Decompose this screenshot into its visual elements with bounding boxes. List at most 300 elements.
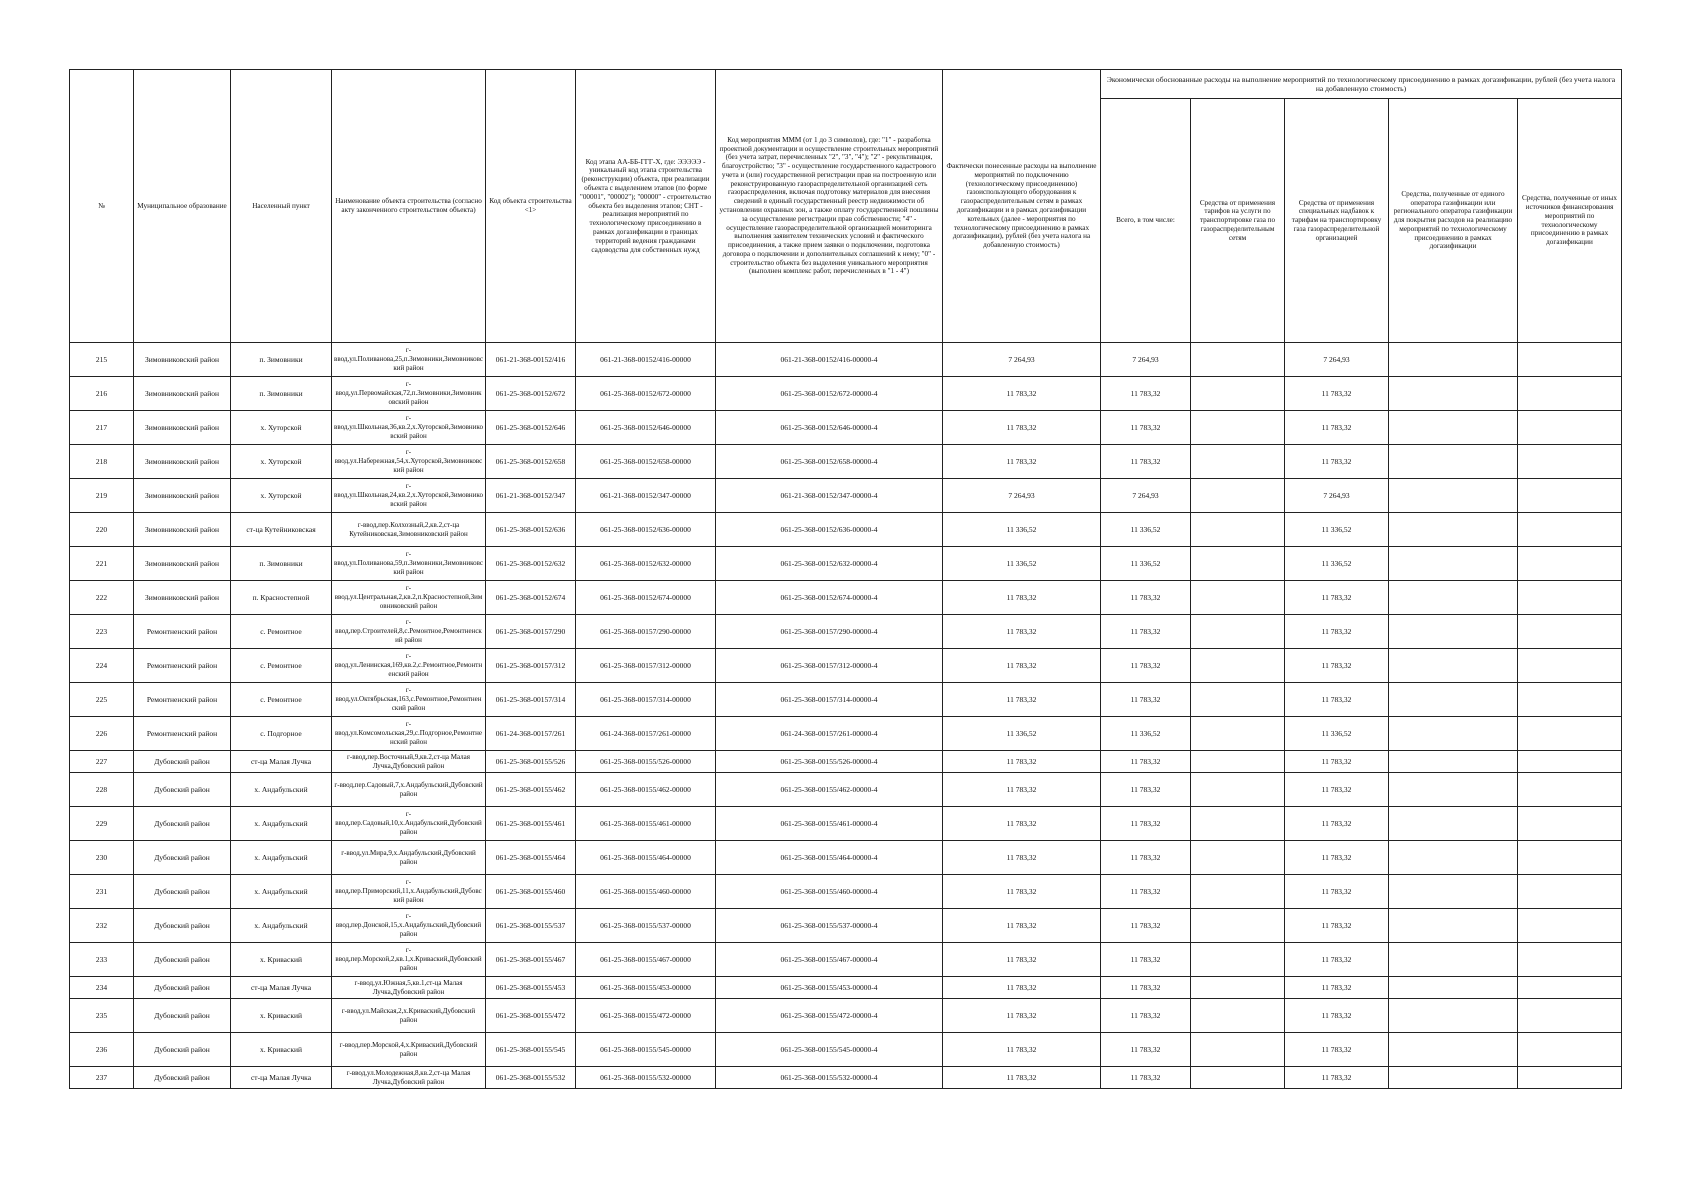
- cell-settlement: х. Криваский: [231, 943, 332, 977]
- cell-other-sources-funds: [1518, 445, 1622, 479]
- cell-object-name: г-ввод,ул.Ленинская,169,кв.2,с.Ремонтное,Ремонтненский район: [332, 649, 486, 683]
- cell-operator-funds: [1389, 977, 1518, 999]
- table-row: [70, 581, 1622, 615]
- table-row: [70, 807, 1622, 841]
- cell-num: 224: [70, 649, 134, 683]
- cell-num: 232: [70, 909, 134, 943]
- cell-stage-code: 061-21-368-00152/416-00000: [576, 343, 716, 377]
- cell-total: 11 783,32: [1101, 649, 1191, 683]
- cell-object-code: 061-25-368-00157/290: [486, 615, 576, 649]
- cell-municipality: Зимовниковский район: [134, 513, 231, 547]
- cell-actual-costs: 7 264,93: [943, 343, 1101, 377]
- cell-num: 219: [70, 479, 134, 513]
- cell-num: 216: [70, 377, 134, 411]
- cell-stage-code: 061-25-368-00155/460-00000: [576, 875, 716, 909]
- cell-measure-code: 061-25-368-00155/537-00000-4: [716, 909, 943, 943]
- cell-operator-funds: [1389, 943, 1518, 977]
- header-stage-code: Код этапа АА-ББ-ГГГ-Х, где: ЭЭЭЭЭ - уникальный код этапа строительства (реконструкции) объекта, при реализации объекта с выделением этапов (по форме "00001", "00002"); "00000" - строительство объекта без выделения этапов; СНТ - реализация мероприятий по технологическому присоединению в рамках догазификации в границах территорий ведения гражданами садоводства для собственных нужд: [576, 70, 716, 343]
- table-row: [70, 411, 1622, 445]
- cell-actual-costs: 11 783,32: [943, 581, 1101, 615]
- table-row: [70, 1033, 1622, 1067]
- cell-operator-funds: [1389, 513, 1518, 547]
- cell-actual-costs: 11 783,32: [943, 377, 1101, 411]
- cell-object-code: 061-21-368-00152/347: [486, 479, 576, 513]
- cell-num: 217: [70, 411, 134, 445]
- header-object-code: Код объекта строительства <1>: [486, 70, 576, 343]
- table-row: [70, 547, 1622, 581]
- cell-other-sources-funds: [1518, 649, 1622, 683]
- cell-stage-code: 061-25-368-00155/532-00000: [576, 1067, 716, 1089]
- cell-other-sources-funds: [1518, 411, 1622, 445]
- cell-other-sources-funds: [1518, 615, 1622, 649]
- cell-num: 235: [70, 999, 134, 1033]
- cell-special-surcharge-funds: 11 783,32: [1285, 581, 1389, 615]
- cell-other-sources-funds: [1518, 1033, 1622, 1067]
- cell-total: 11 783,32: [1101, 683, 1191, 717]
- cell-actual-costs: 11 783,32: [943, 807, 1101, 841]
- table-row: [70, 751, 1622, 773]
- cell-settlement: х. Андабульский: [231, 909, 332, 943]
- cell-actual-costs: 11 336,52: [943, 717, 1101, 751]
- cell-tariff-funds: [1191, 909, 1285, 943]
- cell-operator-funds: [1389, 479, 1518, 513]
- cell-municipality: Зимовниковский район: [134, 479, 231, 513]
- cell-total: 11 783,32: [1101, 875, 1191, 909]
- cell-measure-code: 061-21-368-00152/416-00000-4: [716, 343, 943, 377]
- cell-settlement: х. Андабульский: [231, 807, 332, 841]
- cell-object-name: г-ввод,ул.Комсомольская,29,с.Подгорное,Ремонтненский район: [332, 717, 486, 751]
- cell-object-code: 061-25-368-00152/672: [486, 377, 576, 411]
- cell-actual-costs: 11 783,32: [943, 615, 1101, 649]
- cell-municipality: Ремонтненский район: [134, 649, 231, 683]
- cell-object-name: г-ввод,пер.Донской,15,х.Андабульский,Дубовский район: [332, 909, 486, 943]
- cell-measure-code: 061-25-368-00155/467-00000-4: [716, 943, 943, 977]
- cell-special-surcharge-funds: 11 783,32: [1285, 615, 1389, 649]
- cell-measure-code: 061-21-368-00152/347-00000-4: [716, 479, 943, 513]
- table-row: [70, 841, 1622, 875]
- cell-stage-code: 061-25-368-00157/312-00000: [576, 649, 716, 683]
- cell-municipality: Зимовниковский район: [134, 445, 231, 479]
- cell-other-sources-funds: [1518, 875, 1622, 909]
- cell-municipality: Дубовский район: [134, 841, 231, 875]
- cell-municipality: Зимовниковский район: [134, 343, 231, 377]
- cell-stage-code: 061-25-368-00155/462-00000: [576, 773, 716, 807]
- cell-municipality: Дубовский район: [134, 875, 231, 909]
- cell-settlement: ст-ца Малая Лучка: [231, 751, 332, 773]
- cell-tariff-funds: [1191, 841, 1285, 875]
- cell-actual-costs: 11 783,32: [943, 445, 1101, 479]
- cell-stage-code: 061-25-368-00152/658-00000: [576, 445, 716, 479]
- table-row: [70, 943, 1622, 977]
- cell-municipality: Дубовский район: [134, 999, 231, 1033]
- header-settlement: Населенный пункт: [231, 70, 332, 343]
- cell-special-surcharge-funds: 11 783,32: [1285, 909, 1389, 943]
- table-row: [70, 343, 1622, 377]
- cell-total: 11 783,32: [1101, 807, 1191, 841]
- cell-object-code: 061-25-368-00155/462: [486, 773, 576, 807]
- cell-other-sources-funds: [1518, 377, 1622, 411]
- cell-object-code: 061-25-368-00155/461: [486, 807, 576, 841]
- cell-total: 11 783,32: [1101, 773, 1191, 807]
- cell-special-surcharge-funds: 7 264,93: [1285, 343, 1389, 377]
- cell-settlement: с. Подгорное: [231, 717, 332, 751]
- cell-other-sources-funds: [1518, 479, 1622, 513]
- cell-object-name: г-ввод,пер.Садовый,7,х.Андабульский,Дубовский район: [332, 773, 486, 807]
- cell-other-sources-funds: [1518, 547, 1622, 581]
- cell-settlement: ст-ца Кутейниковская: [231, 513, 332, 547]
- cell-measure-code: 061-25-368-00157/312-00000-4: [716, 649, 943, 683]
- table-row: [70, 717, 1622, 751]
- cell-tariff-funds: [1191, 683, 1285, 717]
- cell-object-name: г-ввод,ул.Набережная,54,х.Хуторской,Зимовниковский район: [332, 445, 486, 479]
- cell-actual-costs: 11 783,32: [943, 943, 1101, 977]
- cell-settlement: х. Андабульский: [231, 841, 332, 875]
- cell-other-sources-funds: [1518, 717, 1622, 751]
- cell-object-name: г-ввод,пер.Садовый,10,х.Андабульский,Дубовский район: [332, 807, 486, 841]
- cell-object-name: г-ввод,ул.Школьная,36,кв.2,х.Хуторской,Зимовниковский район: [332, 411, 486, 445]
- cell-stage-code: 061-25-368-00157/314-00000: [576, 683, 716, 717]
- cell-measure-code: 061-25-368-00155/453-00000-4: [716, 977, 943, 999]
- cell-measure-code: 061-25-368-00157/314-00000-4: [716, 683, 943, 717]
- cell-municipality: Ремонтненский район: [134, 683, 231, 717]
- cell-other-sources-funds: [1518, 773, 1622, 807]
- cell-operator-funds: [1389, 445, 1518, 479]
- header-measure-code: Код мероприятия МММ (от 1 до 3 символов), где: "1" - разработка проектной документации и осуществление строительных мероприятий (без учета затрат, перечисленных "2", "3", "4"); "2" - рекультивация, благоустройство; "3" - осуществление государственного кадастрового учета и (или) государственной регистрации прав на построенную или реконструированную газораспределительной организацией сеть газораспределения, включая подготовку материалов для внесения сведений в единый государственный реестр недвижимости об установлении охранных зон, а также оплату государственной пошлины за осуществление регистрации прав собственности; "4" - осуществление газораспределительной организацией мониторинга выполнения заявителем технических условий и фактического присоединения, а также прием заявки о подключении, подготовка договора о подключении и дополнительных соглашений к нему; "0" - строительство объекта без выделения уникального мероприятия (выполнен комплекс работ, перечисленных в "1 - 4"): [716, 70, 943, 343]
- cell-object-code: 061-25-368-00155/453: [486, 977, 576, 999]
- cell-stage-code: 061-25-368-00155/467-00000: [576, 943, 716, 977]
- cell-actual-costs: 11 783,32: [943, 875, 1101, 909]
- cell-object-name: г-ввод,пер.Приморский,11,х.Андабульский,Дубовский район: [332, 875, 486, 909]
- cell-special-surcharge-funds: 11 783,32: [1285, 751, 1389, 773]
- cell-tariff-funds: [1191, 479, 1285, 513]
- cell-object-name: г-ввод,ул.Молодежная,8,кв.2,ст-ца Малая Лучка,Дубовский район: [332, 1067, 486, 1089]
- cell-num: 234: [70, 977, 134, 999]
- cell-object-name: г-ввод,пер.Строителей,8,с.Ремонтное,Ремонтненский район: [332, 615, 486, 649]
- cell-other-sources-funds: [1518, 683, 1622, 717]
- cell-tariff-funds: [1191, 1067, 1285, 1089]
- table-row: [70, 875, 1622, 909]
- cell-other-sources-funds: [1518, 751, 1622, 773]
- cell-object-name: г-ввод,пер.Морской,2,кв.1,х.Криваский,Дубовский район: [332, 943, 486, 977]
- cell-operator-funds: [1389, 411, 1518, 445]
- cell-object-code: 061-25-368-00155/467: [486, 943, 576, 977]
- cell-operator-funds: [1389, 343, 1518, 377]
- cell-municipality: Зимовниковский район: [134, 411, 231, 445]
- cell-total: 11 783,32: [1101, 909, 1191, 943]
- cell-object-code: 061-25-368-00155/460: [486, 875, 576, 909]
- cell-special-surcharge-funds: 11 783,32: [1285, 807, 1389, 841]
- cell-settlement: п. Зимовники: [231, 377, 332, 411]
- cell-object-name: г-ввод,пер.Морской,4,х.Криваский,Дубовский район: [332, 1033, 486, 1067]
- cell-object-name: г-ввод,пер.Восточный,9,кв.2,ст-ца Малая Лучка,Дубовский район: [332, 751, 486, 773]
- cell-operator-funds: [1389, 581, 1518, 615]
- cell-tariff-funds: [1191, 943, 1285, 977]
- cell-tariff-funds: [1191, 547, 1285, 581]
- table-row: [70, 479, 1622, 513]
- cell-operator-funds: [1389, 717, 1518, 751]
- cell-municipality: Дубовский район: [134, 1033, 231, 1067]
- cell-stage-code: 061-25-368-00155/526-00000: [576, 751, 716, 773]
- cell-operator-funds: [1389, 909, 1518, 943]
- cell-other-sources-funds: [1518, 909, 1622, 943]
- cell-measure-code: 061-25-368-00155/461-00000-4: [716, 807, 943, 841]
- cell-total: 7 264,93: [1101, 479, 1191, 513]
- cell-num: 222: [70, 581, 134, 615]
- cell-municipality: Ремонтненский район: [134, 717, 231, 751]
- cell-operator-funds: [1389, 999, 1518, 1033]
- cell-measure-code: 061-25-368-00155/472-00000-4: [716, 999, 943, 1033]
- cell-special-surcharge-funds: 7 264,93: [1285, 479, 1389, 513]
- cell-other-sources-funds: [1518, 999, 1622, 1033]
- cell-object-name: г-ввод,ул.Майская,2,х.Криваский,Дубовский район: [332, 999, 486, 1033]
- cell-municipality: Дубовский район: [134, 977, 231, 999]
- cell-num: 230: [70, 841, 134, 875]
- cell-stage-code: 061-25-368-00155/472-00000: [576, 999, 716, 1033]
- cell-actual-costs: 11 783,32: [943, 1067, 1101, 1089]
- cell-measure-code: 061-25-368-00152/646-00000-4: [716, 411, 943, 445]
- dogasification-costs-table: [69, 69, 1622, 1089]
- cell-municipality: Дубовский район: [134, 909, 231, 943]
- cell-operator-funds: [1389, 841, 1518, 875]
- cell-num: 223: [70, 615, 134, 649]
- cell-actual-costs: 11 783,32: [943, 411, 1101, 445]
- cell-operator-funds: [1389, 649, 1518, 683]
- cell-settlement: х. Андабульский: [231, 773, 332, 807]
- cell-object-code: 061-21-368-00152/416: [486, 343, 576, 377]
- table-row: [70, 683, 1622, 717]
- cell-special-surcharge-funds: 11 783,32: [1285, 943, 1389, 977]
- cell-special-surcharge-funds: 11 783,32: [1285, 683, 1389, 717]
- cell-measure-code: 061-25-368-00152/658-00000-4: [716, 445, 943, 479]
- cell-object-code: 061-25-368-00155/537: [486, 909, 576, 943]
- cell-settlement: п. Зимовники: [231, 343, 332, 377]
- table-row: [70, 1067, 1622, 1089]
- cell-stage-code: 061-25-368-00155/453-00000: [576, 977, 716, 999]
- table-row: [70, 999, 1622, 1033]
- cell-stage-code: 061-25-368-00155/537-00000: [576, 909, 716, 943]
- cell-special-surcharge-funds: 11 783,32: [1285, 977, 1389, 999]
- cell-actual-costs: 11 783,32: [943, 1033, 1101, 1067]
- cell-tariff-funds: [1191, 999, 1285, 1033]
- cell-measure-code: 061-25-368-00152/674-00000-4: [716, 581, 943, 615]
- cell-stage-code: 061-21-368-00152/347-00000: [576, 479, 716, 513]
- cell-special-surcharge-funds: 11 783,32: [1285, 1067, 1389, 1089]
- cell-measure-code: 061-25-368-00155/464-00000-4: [716, 841, 943, 875]
- cell-actual-costs: 7 264,93: [943, 479, 1101, 513]
- cell-operator-funds: [1389, 773, 1518, 807]
- cell-object-name: г-ввод,ул.Центральная,2,кв.2,п.Красностепной,Зимовниковский район: [332, 581, 486, 615]
- cell-stage-code: 061-25-368-00152/672-00000: [576, 377, 716, 411]
- cell-settlement: с. Ремонтное: [231, 683, 332, 717]
- cell-settlement: с. Ремонтное: [231, 649, 332, 683]
- header-tariff-funds: Средства от применения тарифов на услуги по транспортировке газа по газораспределительным сетям: [1191, 99, 1285, 343]
- cell-operator-funds: [1389, 1033, 1518, 1067]
- cell-measure-code: 061-25-368-00152/632-00000-4: [716, 547, 943, 581]
- cell-actual-costs: 11 783,32: [943, 999, 1101, 1033]
- header-special-surcharge-funds: Средства от применения специальных надбавок к тарифам на транспортировку газа газораспределительной организацией: [1285, 99, 1389, 343]
- cell-operator-funds: [1389, 1067, 1518, 1089]
- cell-settlement: ст-ца Малая Лучка: [231, 977, 332, 999]
- cell-object-code: 061-25-368-00152/632: [486, 547, 576, 581]
- cell-settlement: п. Красностепной: [231, 581, 332, 615]
- cell-num: 220: [70, 513, 134, 547]
- cell-total: 11 783,32: [1101, 943, 1191, 977]
- cell-total: 11 336,52: [1101, 513, 1191, 547]
- cell-special-surcharge-funds: 11 336,52: [1285, 547, 1389, 581]
- cell-total: 11 783,32: [1101, 581, 1191, 615]
- cell-total: 11 783,32: [1101, 1033, 1191, 1067]
- cell-settlement: п. Зимовники: [231, 547, 332, 581]
- cell-operator-funds: [1389, 683, 1518, 717]
- table-body: [70, 343, 1622, 1089]
- cell-tariff-funds: [1191, 649, 1285, 683]
- cell-num: 218: [70, 445, 134, 479]
- cell-total: 7 264,93: [1101, 343, 1191, 377]
- cell-municipality: Зимовниковский район: [134, 377, 231, 411]
- cell-municipality: Дубовский район: [134, 773, 231, 807]
- cell-stage-code: 061-25-368-00152/674-00000: [576, 581, 716, 615]
- cell-settlement: х. Хуторской: [231, 445, 332, 479]
- cell-total: 11 783,32: [1101, 841, 1191, 875]
- cell-object-code: 061-25-368-00152/646: [486, 411, 576, 445]
- cell-tariff-funds: [1191, 977, 1285, 999]
- header-object-name: Наименование объекта строительства (согласно акту законченного строительством объекта): [332, 70, 486, 343]
- table-row: [70, 377, 1622, 411]
- cell-tariff-funds: [1191, 615, 1285, 649]
- cell-object-code: 061-25-368-00157/312: [486, 649, 576, 683]
- cell-tariff-funds: [1191, 1033, 1285, 1067]
- cell-object-name: г-ввод,ул.Поливанова,59,п.Зимовники,Зимовниковский район: [332, 547, 486, 581]
- table-header: [70, 70, 1622, 343]
- cell-num: 233: [70, 943, 134, 977]
- cell-actual-costs: 11 783,32: [943, 683, 1101, 717]
- cell-stage-code: 061-24-368-00157/261-00000: [576, 717, 716, 751]
- cell-operator-funds: [1389, 377, 1518, 411]
- cell-stage-code: 061-25-368-00155/545-00000: [576, 1033, 716, 1067]
- cell-stage-code: 061-25-368-00155/461-00000: [576, 807, 716, 841]
- cell-municipality: Зимовниковский район: [134, 547, 231, 581]
- cell-object-code: 061-25-368-00155/532: [486, 1067, 576, 1089]
- table-row: [70, 513, 1622, 547]
- cell-special-surcharge-funds: 11 783,32: [1285, 875, 1389, 909]
- cell-object-name: г-ввод,ул.Октябрьская,163,с.Ремонтное,Ремонтненский район: [332, 683, 486, 717]
- cell-tariff-funds: [1191, 751, 1285, 773]
- cell-operator-funds: [1389, 875, 1518, 909]
- cell-object-code: 061-25-368-00152/658: [486, 445, 576, 479]
- cell-total: 11 336,52: [1101, 717, 1191, 751]
- cell-stage-code: 061-25-368-00155/464-00000: [576, 841, 716, 875]
- cell-measure-code: 061-25-368-00152/672-00000-4: [716, 377, 943, 411]
- cell-total: 11 783,32: [1101, 615, 1191, 649]
- cell-tariff-funds: [1191, 807, 1285, 841]
- header-other-sources-funds: Средства, полученные от иных источников финансирования мероприятий по технологическому присоединению в рамках догазификации: [1518, 99, 1622, 343]
- cell-object-name: г-ввод,ул.Мира,9,х.Андабульский,Дубовский район: [332, 841, 486, 875]
- cell-settlement: с. Ремонтное: [231, 615, 332, 649]
- cell-special-surcharge-funds: 11 783,32: [1285, 773, 1389, 807]
- cell-settlement: х. Хуторской: [231, 479, 332, 513]
- cell-tariff-funds: [1191, 717, 1285, 751]
- cell-special-surcharge-funds: 11 336,52: [1285, 717, 1389, 751]
- cell-other-sources-funds: [1518, 513, 1622, 547]
- table-row: [70, 977, 1622, 999]
- cell-municipality: Зимовниковский район: [134, 581, 231, 615]
- header-actual-costs: Фактически понесенные расходы на выполнение мероприятий по подключению (технологическому присоединению) газоиспользующего оборудования к газораспределительным сетям в рамках догазификации и в рамках догазификации котельных (далее - мероприятия по технологическому присоединению в рамках догазификации), рублей (без учета налога на добавленную стоимость): [943, 70, 1101, 343]
- cell-object-code: 061-24-368-00157/261: [486, 717, 576, 751]
- cell-actual-costs: 11 336,52: [943, 547, 1101, 581]
- table-row: [70, 649, 1622, 683]
- cell-settlement: х. Криваский: [231, 1033, 332, 1067]
- cell-other-sources-funds: [1518, 977, 1622, 999]
- cell-special-surcharge-funds: 11 783,32: [1285, 841, 1389, 875]
- cell-operator-funds: [1389, 615, 1518, 649]
- cell-num: 226: [70, 717, 134, 751]
- cell-object-code: 061-25-368-00155/526: [486, 751, 576, 773]
- cell-object-code: 061-25-368-00152/636: [486, 513, 576, 547]
- cell-measure-code: 061-25-368-00152/636-00000-4: [716, 513, 943, 547]
- cell-num: 227: [70, 751, 134, 773]
- cell-num: 225: [70, 683, 134, 717]
- cell-total: 11 783,32: [1101, 377, 1191, 411]
- cell-other-sources-funds: [1518, 343, 1622, 377]
- cell-total: 11 783,32: [1101, 1067, 1191, 1089]
- cell-special-surcharge-funds: 11 783,32: [1285, 649, 1389, 683]
- cell-measure-code: 061-24-368-00157/261-00000-4: [716, 717, 943, 751]
- cell-total: 11 783,32: [1101, 999, 1191, 1033]
- cell-stage-code: 061-25-368-00152/632-00000: [576, 547, 716, 581]
- cell-num: 229: [70, 807, 134, 841]
- header-municipality: Муниципальное образование: [134, 70, 231, 343]
- cell-municipality: Ремонтненский район: [134, 615, 231, 649]
- cell-special-surcharge-funds: 11 783,32: [1285, 411, 1389, 445]
- table-row: [70, 909, 1622, 943]
- table-row: [70, 773, 1622, 807]
- cell-actual-costs: 11 336,52: [943, 513, 1101, 547]
- cell-operator-funds: [1389, 751, 1518, 773]
- cell-other-sources-funds: [1518, 807, 1622, 841]
- cell-tariff-funds: [1191, 581, 1285, 615]
- cell-object-name: г-ввод,ул.Южная,5,кв.1,ст-ца Малая Лучка,Дубовский район: [332, 977, 486, 999]
- cell-total: 11 783,32: [1101, 411, 1191, 445]
- cell-measure-code: 061-25-368-00155/532-00000-4: [716, 1067, 943, 1089]
- cell-settlement: х. Андабульский: [231, 875, 332, 909]
- cell-tariff-funds: [1191, 411, 1285, 445]
- cell-object-name: г-ввод,пер.Колхозный,2,кв.2,ст-ца Кутейниковская,Зимовниковский район: [332, 513, 486, 547]
- cell-num: 215: [70, 343, 134, 377]
- cell-num: 231: [70, 875, 134, 909]
- cell-settlement: х. Криваский: [231, 999, 332, 1033]
- cell-object-name: г-ввод,ул.Школьная,24,кв.2,х.Хуторской,Зимовниковский район: [332, 479, 486, 513]
- cell-total: 11 336,52: [1101, 547, 1191, 581]
- cell-object-code: 061-25-368-00155/545: [486, 1033, 576, 1067]
- cell-actual-costs: 11 783,32: [943, 977, 1101, 999]
- cell-municipality: Дубовский район: [134, 751, 231, 773]
- cell-settlement: ст-ца Малая Лучка: [231, 1067, 332, 1089]
- table-row: [70, 615, 1622, 649]
- cell-object-name: г-ввод,ул.Поливанова,25,п.Зимовники,Зимовниковский район: [332, 343, 486, 377]
- cell-other-sources-funds: [1518, 943, 1622, 977]
- cell-tariff-funds: [1191, 377, 1285, 411]
- cell-special-surcharge-funds: 11 336,52: [1285, 513, 1389, 547]
- cell-measure-code: 061-25-368-00155/460-00000-4: [716, 875, 943, 909]
- cell-municipality: Дубовский район: [134, 943, 231, 977]
- header-operator-funds: Средства, полученные от единого оператора газификации или регионального оператора газификации для покрытия расходов на реализацию мероприятий по технологическому присоединению в рамках догазификации: [1389, 99, 1518, 343]
- cell-actual-costs: 11 783,32: [943, 773, 1101, 807]
- cell-object-code: 061-25-368-00155/464: [486, 841, 576, 875]
- cell-actual-costs: 11 783,32: [943, 649, 1101, 683]
- cell-other-sources-funds: [1518, 841, 1622, 875]
- cell-num: 236: [70, 1033, 134, 1067]
- cell-total: 11 783,32: [1101, 751, 1191, 773]
